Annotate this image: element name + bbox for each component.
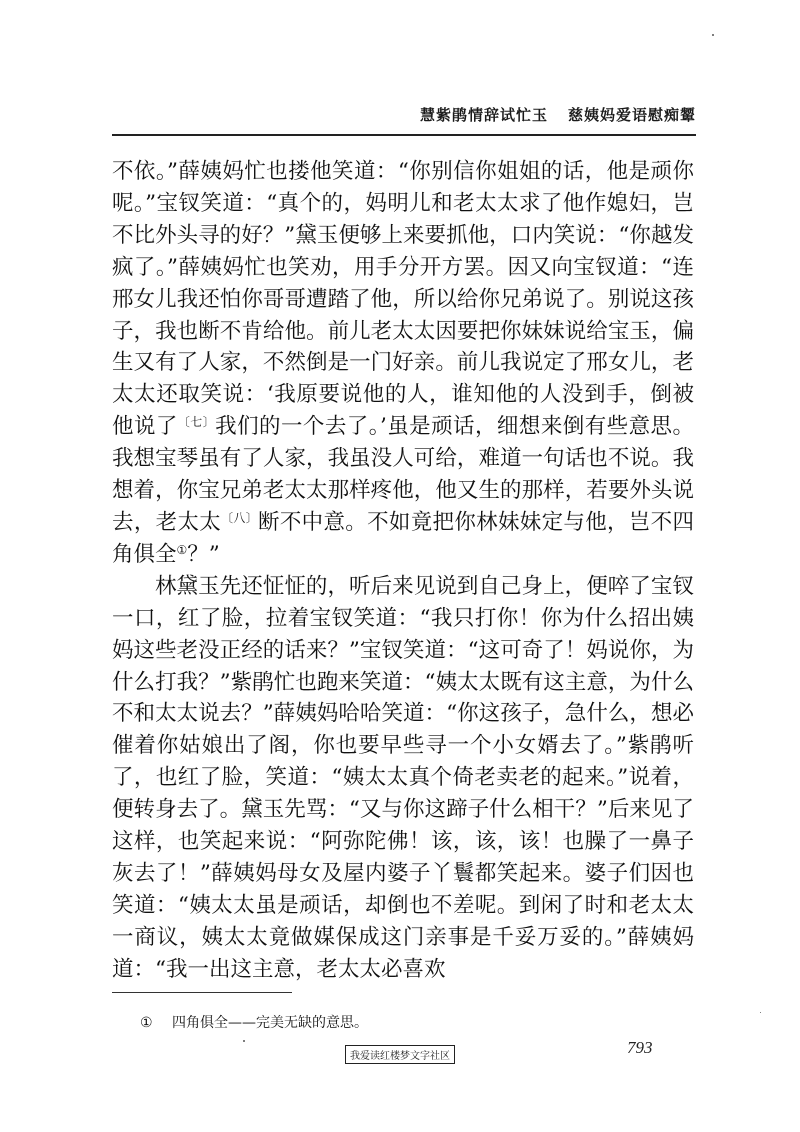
paragraph-1-part-a: 不依。”薛姨妈忙也搂他笑道：“你别信你姐姐的话，他是顽你呢。”宝钗笑道：“真个的，妈明儿和老太太求了他作媳妇，岂不比外头寻的好？”黛玉便够上来要抓他，口内笑说：“你越发疯了。”薛姨妈忙也笑劝，用手分开方罢。因又向宝钗道：“连邢女儿我还怕你哥哥遭踏了他，所以给你兄弟说了。别说这孩子，我也断不肯给他。前儿老太太因要把你妹妹说给宝玉，偏生又有了人家，不然倒是一门好亲。前儿我说定了邢女儿，老太太还取笑说：‘我原要说他的人，谁知他的人没到手，倒被他说了 [112, 159, 694, 440]
paragraph-1-part-b: 我们的一个去了。’虽是顽话，细想来倒有些意思。我想宝琴虽有了人家，我虽没人可给，难道一句话也不说。我想着，你宝兄弟老太太那样疼他，他又生的那样，若要外头说去，老太太 [112, 414, 694, 535]
paragraph-2: 林黛玉先还怔怔的，听后来见说到自己身上，便啐了宝钗一口，红了脸，拉着宝钗笑道：“我只打你！你为什么招出姨妈这些老没正经的话来？”宝钗笑道：“这可奇了！妈说你，为什么打我？”紫鹃忙也跑来笑道：“姨太太既有这主意，为什么不和太太说去？”薛姨妈哈哈笑道：“你这孩子，急什么，想必催着你姑娘出了阁，你也要早些寻一个小女婿去了。”紫鹃听了，也红了脸，笑道：“姨太太真个倚老卖老的起来。”说着，便转身去了。黛玉先骂：“又与你这蹄子什么相干？”后来见了这样，也笑起来说：“阿弥陀佛！该，该，该！也臊了一鼻子灰去了！”薛姨妈母女及屋内婆子丫鬟都笑起来。婆子们因也笑道：“姨太太虽是顽话，却倒也不差呢。到闲了时和老太太一商议，姨太太竟做媒保成这门亲事是千妥万妥的。”薛姨妈道：“我一出这主意，老太太必喜欢 [112, 573, 694, 982]
scan-speck [243, 1040, 245, 1042]
scan-speck [712, 34, 714, 36]
header-chapter-title-right: 慈姨妈爱语慰痴颦 [567, 106, 696, 124]
footnote-rule [112, 992, 292, 993]
footnote-number: ① [140, 1015, 153, 1031]
footnote-reference[interactable]: ① [176, 542, 188, 557]
footnote-text: 四角俱全——完美无缺的意思。 [172, 1015, 368, 1031]
watermark-stamp: 我爱读红楼梦文字社区 [345, 1045, 455, 1064]
scan-speck [760, 1012, 761, 1013]
editor-note-7: 〔七〕 [177, 415, 216, 430]
header-chapter-title-left: 慧紫鹃情辞试忙玉 [419, 106, 548, 124]
paragraph-1-part-d: ？” [187, 541, 220, 567]
editor-note-8: 〔八〕 [221, 510, 259, 525]
paragraph-1 [112, 156, 694, 571]
running-header [112, 104, 696, 130]
footnote [140, 1012, 368, 1032]
paragraph-1-part-c: 断不中意。不如竟把你林妹妹定与他，岂不四角俱全 [112, 509, 694, 567]
page-number: 793 [627, 1038, 653, 1057]
body-text [112, 156, 694, 986]
header-rule [112, 134, 696, 136]
